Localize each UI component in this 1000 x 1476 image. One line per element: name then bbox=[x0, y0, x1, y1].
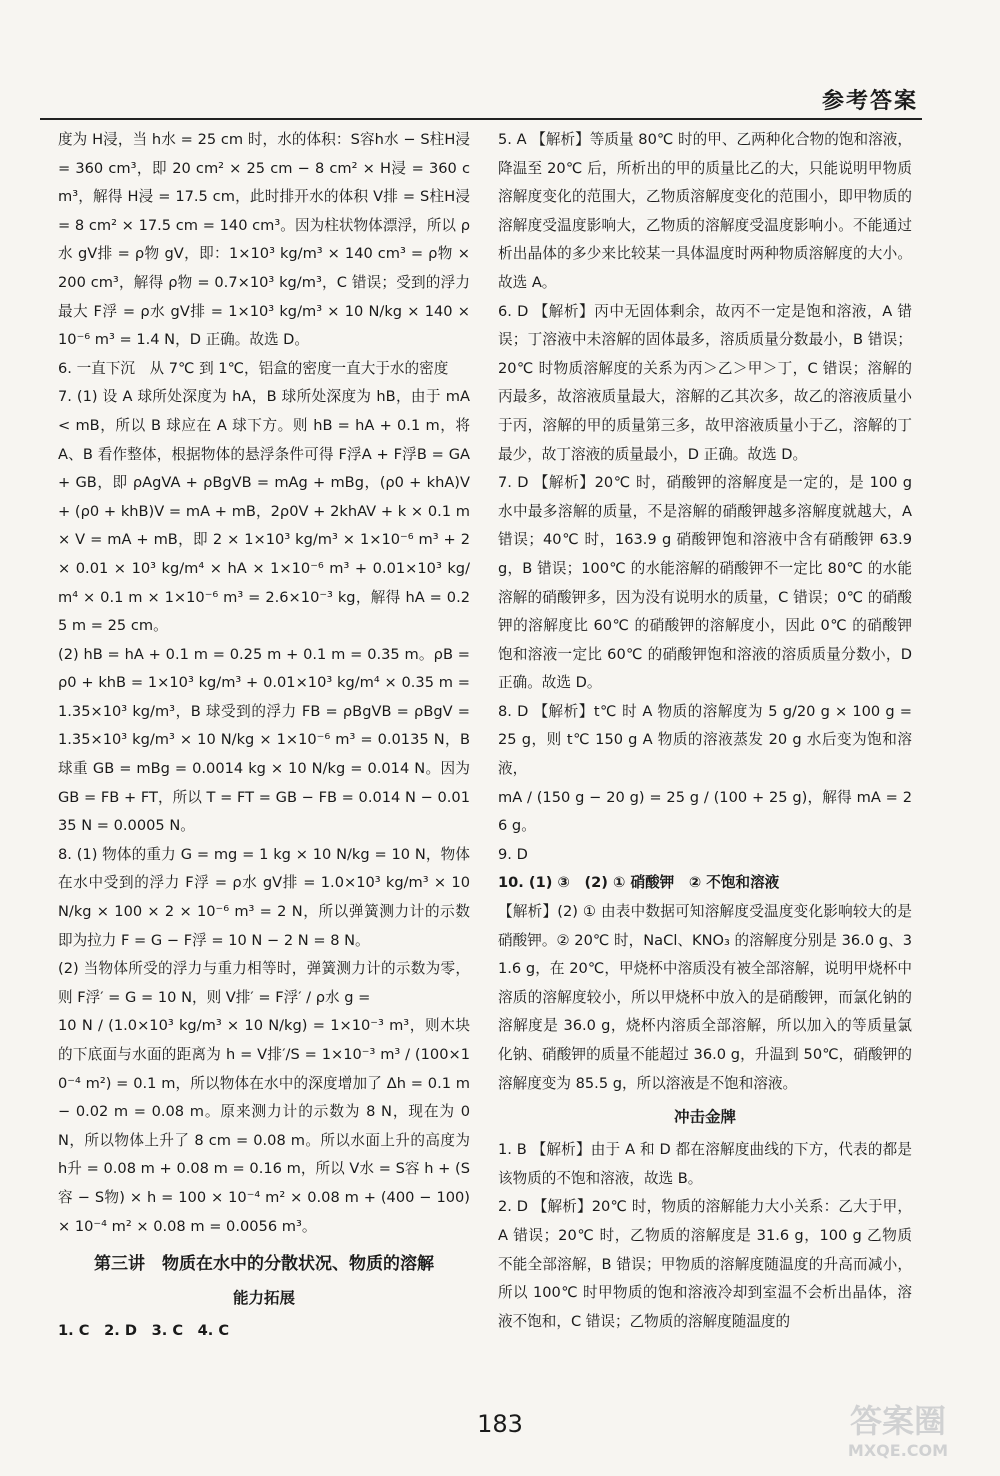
answer-8-part2a: (2) 当物体所受的浮力与重力相等时，弹簧测力计的示数为零，则 F浮′ = G = 10 N，则 V排′ = F浮′ / ρ水 g = bbox=[58, 960, 470, 1006]
answer-7-part1: 7. (1) 设 A 球所处深度为 hA，B 球所处深度为 hB，由于 mA < mB，所以 B 球应在 A 球下方。则 hB = hA + 0.1 m，将 A、B 看作整体，根据物体的悬浮条件可得 F浮A + F浮B = GA + GB，即 ρAgVA + ρBgVB = mAg + mBg，(ρ0 + khA)V + (ρ0 + khB)V = mA + mB，2ρ0V + 2khAV + k × 0.1 m × V = mA + mB，即 2 × 1×10³ kg/m³ × 1×10⁻⁶ m³ + 2 × 0.01 × 10³ kg/m⁴ × hA × 1×10⁻⁶ m³ + 0.01×10³ kg/m⁴ × 0.1 m × 1×10⁻⁶ m³ = 2.6×10⁻³ kg，解得 hA = 0.25 m = 25 cm。 bbox=[58, 388, 470, 635]
answer-7-part2: (2) hB = hA + 0.1 m = 0.25 m + 0.1 m = 0.35 m。ρB = ρ0 + khB = 1×10³ kg/m³ + 0.01×10³ kg/m⁴ × 0.35 m = 1.35×10³ kg/m³，B 球受到的浮力 FB = ρBgVB = ρBgV = 1.35×10³ kg/m³ × 10 N/kg × 1×10⁻⁶ m³ = 0.0135 N，B 球重 GB = mBg = 0.0014 kg × 10 N/kg = 0.014 N。因为 GB = FB + FT，所以 T = FT = GB − FB = 0.014 N − 0.0135 N = 0.0005 N。 bbox=[58, 645, 470, 835]
answers-1-4: 1. C 2. D 3. C 4. C bbox=[58, 1322, 230, 1340]
answer-8a: 8. D 【解析】t℃ 时 A 物质的溶解度为 5 g/20 g × 100 g = 25 g，则 t℃ 150 g A 物质的溶液蒸发 20 g 水后变为饱和溶液， bbox=[498, 702, 912, 778]
answer-6: 6. 一直下沉 从 7℃ 到 1℃，铝盒的密度一直大于水的密度 bbox=[58, 359, 449, 377]
answer-5: 5. A 【解析】等质量 80℃ 时的甲、乙两种化合物的饱和溶液，降温至 20℃ 后，所析出的甲的质量比乙的大，只能说明甲物质溶解度变化的范围大，乙物质溶解度变化的范围小，即甲物质的溶解度受温度影响大，乙物质的溶解度受温度影响小。不能通过析出晶体的多少来比较某一具体温度时两种物质溶解度的大小。故选 A。 bbox=[498, 131, 912, 291]
section-title: 第三讲 物质在水中的分散状况、物质的溶解 bbox=[94, 1254, 434, 1275]
left-column bbox=[58, 126, 470, 1346]
answer-10: 10. (1) ③ (2) ① 硝酸钾 ② 不饱和溶液 bbox=[498, 874, 780, 892]
gold-answer-2: 2. D 【解析】20℃ 时，物质的溶解能力大小关系：乙大于甲，A 错误；20℃ 时，乙物质的溶解度是 31.6 g，100 g 乙物质不能全部溶解，B 错误；甲物质的溶解度随温度的升高而减小，所以 100℃ 时甲物质的饱和溶液冷却到室温不会析出晶体，溶液不饱和，C 错误；乙物质的溶解度随温度的 bbox=[498, 1198, 912, 1330]
page-number: 183 bbox=[477, 1410, 523, 1438]
answer-10-analysis: 【解析】(2) ① 由表中数据可知溶解度受温度变化影响较大的是硝酸钾。② 20℃ 时，NaCl、KNO₃ 的溶解度分别是 36.0 g、31.6 g，在 20℃，甲烧杯中溶质没有被全部溶解，说明甲烧杯中溶质的溶解度较小，所以甲烧杯中放入的是硝酸钾，而氯化钠的溶解度是 36.0 g，烧杯内溶质全部溶解，所以加入的等质量氯化钠、硝酸钾的质量不能超过 36.0 g，升温到 50℃，硝酸钾的溶解度变为 85.5 g，所以溶液是不饱和溶液。 bbox=[498, 903, 912, 1092]
answer-6: 6. D 【解析】丙中无固体剩余，故丙不一定是饱和溶液，A 错误；丁溶液中未溶解的固体最多，溶质质量分数最小，B 错误；20℃ 时物质溶解度的关系为丙＞乙＞甲＞丁，C 错误；溶解的丙最多，故溶液质量最大，溶解的乙其次多，故乙的溶液质量小于丙，溶解的甲的质量第三多，故甲溶液质量小于乙，溶解的丁最少，故丁溶液的质量最小，D 正确。故选 D。 bbox=[498, 302, 912, 463]
watermark-line2: MXQE.COM bbox=[847, 1441, 949, 1460]
answer-8b: mA / (150 g − 20 g) = 25 g / (100 + 25 g)，解得 mA = 26 g。 bbox=[498, 788, 912, 835]
answer-7: 7. D 【解析】20℃ 时，硝酸钾的溶解度是一定的，是 100 g 水中最多溶解的质量，不是溶解的硝酸钾越多溶解度就越大，A 错误；40℃ 时，163.9 g 硝酸钾饱和溶液中含有硝酸钾 63.9 g，B 错误；100℃ 的水能溶解的硝酸钾不一定比 80℃ 的水能溶解的硝酸钾多，因为没有说明水的质量，C 错误；0℃ 的硝酸钾的溶解度比 60℃ 的硝酸钾的溶解度小，因此 0℃ 的硝酸钾饱和溶液一定比 60℃ 的硝酸钾饱和溶液的溶质质量分数小，D 正确。故选 D。 bbox=[498, 474, 912, 692]
answer-8-part2b: 10 N / (1.0×10³ kg/m³ × 10 N/kg) = 1×10⁻³ m³，则木块的下底面与水面的距离为 h = V排′/S = 1×10⁻³ m³ / (100×10⁻⁴ m²) = 0.1 m，所以物体在水中的深度增加了 Δh = 0.1 m − 0.02 m = 0.08 m。原来测力计的示数为 8 N，现在为 0 N，所以物体上升了 8 cm = 0.08 m。所以水面上升的高度为 h升 = 0.08 m + 0.08 m = 0.16 m，所以 V水 = S容 h + (S容 − S物) × h = 100 × 10⁻⁴ m² × 0.08 m + (400 − 100) × 10⁻⁴ m² × 0.08 m = 0.0056 m³。 bbox=[58, 1017, 470, 1235]
answer-8-part1: 8. (1) 物体的重力 G = mg = 1 kg × 10 N/kg = 10 N，物体在水中受到的浮力 F浮 = ρ水 gV排 = 1.0×10³ kg/m³ × 10 N/kg × 100 × 2 × 10⁻⁶ m³ = 2 N，所以弹簧测力计的示数即为拉力 F = G − F浮 = 10 N − 2 N = 8 N。 bbox=[58, 845, 470, 949]
watermark-line1: 答案圈 bbox=[849, 1402, 947, 1440]
q5-continuation: 度为 H浸，当 h水 = 25 cm 时，水的体积：S容h水 − S柱H浸 = 360 cm³，即 20 cm² × 25 cm − 8 cm² × H浸 = 360 cm³，解得 H浸 = 17.5 cm，此时排开水的体积 V排 = S柱H浸 = 8 cm² × 17.5 cm = 140 cm³。因为柱状物体漂浮，所以 ρ水 gV排 = ρ物 gV，即：1×10³ kg/m³ × 140 cm³ = ρ物 × 200 cm³，解得 ρ物 = 0.7×10³ kg/m³，C 错误；受到的浮力最大 F浮 = ρ水 gV排 = 1×10³ kg/m³ × 10 N/kg × 140 × 10⁻⁶ m³ = 1.4 N，D 正确。故选 D。 bbox=[58, 131, 470, 349]
subsection-title: 能力拓展 bbox=[232, 1289, 295, 1308]
gold-medal-title: 冲击金牌 bbox=[673, 1108, 736, 1127]
header-divider bbox=[40, 118, 922, 120]
right-column bbox=[498, 126, 912, 1336]
header-title: 参考答案 bbox=[821, 89, 918, 114]
watermark-logo bbox=[822, 1396, 974, 1462]
answer-9: 9. D bbox=[498, 845, 528, 863]
gold-answer-1: 1. B 【解析】由于 A 和 D 都在溶解度曲线的下方，代表的都是该物质的不饱和溶液，故选 B。 bbox=[498, 1141, 912, 1187]
